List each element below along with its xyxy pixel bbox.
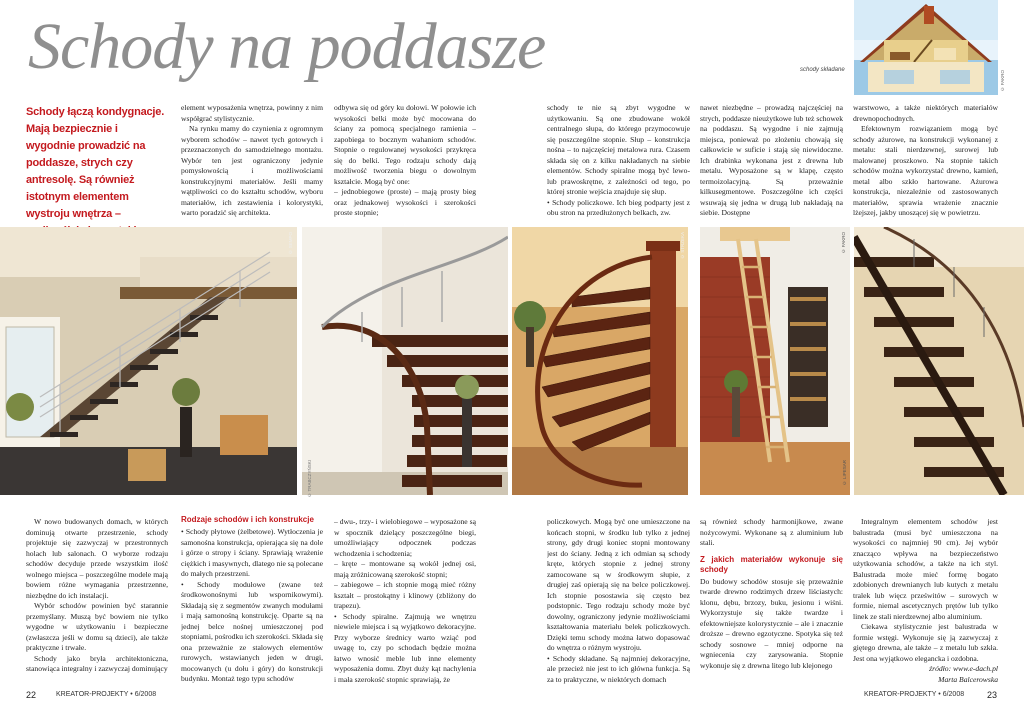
paragraph: element wyposażenia wnętrza, powinny z nim współgrać stylistycznie.	[181, 103, 323, 123]
paragraph: – jednobiegowe (proste) – mają prosty bieg oraz jednakowej wysokości i szerokości proste stopnie;	[334, 187, 476, 217]
paragraph: schody te nie są zbyt wygodne w użytkowaniu. Są one zbudowane wokół centralnego słupa, do którego przymocowuje się poszczególne stopnie. Słup – konstrukcja nośna – to najczęściej metalowa rura. Czasem składa się on z kilku nakładanych na siebie elementów. Schody spiralne mogą być lewo- lub prawoskrętne, z zależności od tego, po której stronie wejścia znajduje się słup.	[547, 103, 690, 196]
footer-publication-left: KREATOR-PROJEKTY • 6/2008	[56, 691, 157, 698]
paragraph: – dwu-, trzy- i wielobiegowe – wyposażone są w spocznik dzielący poszczególne biegi, umożliwiający odpocznek podczas wchodzenia i schodzenia;	[334, 517, 476, 558]
paragraph: nawet niezbędne – prowadzą najczęściej na strych, poddasze nieużytkowe lub też schowek na poddaszu. Są wygodne i nie zajmują miejsca, ponieważ po złożeniu chowają się całkowicie w suficie i stają się niewidoczne. Ich drabinka wykonana jest z drewna lub metalu. Wyposażone są w klapę, często termoizolacyjną. Są przeważnie kilkusegmentowe. Poszczególne ich części wsuwają się jedna w drugą lub nakładają na siebie. Dostępne	[700, 103, 843, 217]
footer-publication-right: KREATOR-PROJEKTY • 6/2008	[864, 691, 965, 698]
paragraph: • Schody modułowe (zwane też środkowonośnymi lub wspornikowymi). Składają się z segmentów zwanych modułami i mają samonośną konstrukcję. Oparte są na jednej belce nośnej umieszczonej pod stopniami, pośrodku ich szerokości. Składa się ona przeważnie ze stalowych elementów rurowych, wstawianych jeden w drugi, mocowanych (u dołu i góry) do konstrukcji budynku. Montaż tego typu schodów	[181, 579, 323, 683]
paragraph: Schody jako bryła architektoniczna, stanowiąca integralny i zazwyczaj dominujący	[26, 653, 168, 673]
bottom-column-4	[547, 517, 690, 687]
photo-staircase-wooden-curved	[302, 227, 508, 495]
bottom-column-3	[334, 517, 476, 687]
bottom-column-6	[853, 517, 998, 689]
paragraph: Efektownym rozwiązaniem mogą być schody ażurowe, na konstrukcji wykonanej z metalu: stali nierdzewnej, surowej lub malowanej proszkowo. Na stopnie takich schodów można wykorzystać drewno, kamień, metal albo szkło hartowane. Ażurowa konstrukcja, niezależnie od zastosowanych materiałów, sprawia wrażenie znacznie lżejszej, jakby unoszącej się w powietrzu.	[853, 124, 998, 217]
lead-paragraph: Schody łączą kondygnacje. Mają bezpiecznie i wygodnie prowadzić na poddasze, strych czy antresolę. Są również istotnym elementem wystroju wnętrza –	[26, 106, 165, 220]
paragraph: • Schody spiralne. Zajmują we wnętrzu niewiele miejsca i są wyjątkowo dekoracyjne. Przy wyborze średnicy warto wziąć pod uwagę to, czy po schodach będzie można łatwo wnosić meble lub inne elementy wyposażenia domu. Zbyt duży kąt nachylenia i mała szerokość stopnic sprawiają, że	[334, 611, 476, 684]
photo-credit: © STRZEKA	[680, 232, 685, 260]
section-heading: Z jakich materiałów wykonuje się schody	[700, 554, 843, 574]
page-number-right: 23	[987, 690, 998, 700]
bottom-column-5	[700, 517, 843, 687]
photo-staircase-dark-stringer	[854, 227, 1024, 495]
paragraph: • Schody płytowe (żelbetowe). Wytłoczenia je samonośna konstrukcja, opierająca się na dole i górze o stropy i ściany. Sprawiają wrażenie ciężkich i masywnych, dlatego nie są polecane do małych przestrzeni.	[181, 527, 323, 578]
bottom-column-2	[181, 515, 323, 687]
photo-credit: © TRABCZYŃSKI	[307, 460, 312, 498]
paragraph: • Schody składane. Są najmniej dekoracyjne, ale przecież nie jest to ich główna funkcja. Są za to praktyczne, w niektórych domach	[547, 653, 690, 684]
paragraph: – kręte – montowane są wokół jednej osi, mają zróżnicowaną szerokość stopni;	[334, 559, 476, 579]
paragraph: W nowo budowanych domach, w których dominują otwarte przestrzenie, schody projektuje się zazwyczaj w przestronnych holach lub salonach. O wyborze rodzaju schodów decyduje przede wszystkim ilość wolnego miejsca – poszczególne modele mają bowiem różne wymagania przestrzenne, niezbędne do ich instalacji.	[26, 517, 168, 600]
photo-credit: © LIPESAR	[842, 460, 847, 486]
top-column-5	[853, 103, 998, 221]
top-column-2	[334, 103, 476, 221]
source-note: źródło: www.e-dach.pl	[929, 664, 998, 673]
author-name: Marta Balcerowska	[938, 674, 998, 684]
paragraph: Ciekawa stylistycznie jest balustrada w formie wstęgi. Wykonuje się ją zazwyczaj z giętego drewna, ale także – z metalu lub szkła. Jest ona wyjątkowo elegancka i ozdobna.	[853, 622, 998, 663]
top-image-caption: schody składane	[800, 67, 845, 73]
paragraph: odbywa się od góry ku dołowi. W połowie ich wysokości belki może być mocowana do ściany za pomocą specjalnego ramienia – zapobiega to bocznym wahaniom schodów. Stopnie o regulowanej wysokości przykręca się do belki. Tego rodzaju schody dają możliwość tworzenia biegu o dowolnym kształcie. Mogą być one:	[334, 103, 476, 186]
article-title: Schody na poddasze	[28, 10, 546, 83]
paragraph: – zabiegowe – ich stopnie mogą mieć różny kształt – prostokątny i klinowy (zbliżony do trapezu).	[334, 580, 476, 610]
photo-attic-ladder	[700, 227, 850, 495]
paragraph: Wybór schodów powinien być starannie przemyślany. Muszą być bowiem nie tylko wygodne w użytkowaniu i bezpieczne (zwłaszcza jeśli w domu są dzieci), ale także praktyczne i trwałe.	[26, 601, 168, 652]
bottom-column-1	[26, 517, 168, 687]
photo-credit: © FAKRO	[841, 232, 846, 254]
paragraph: Do budowy schodów stosuje się przeważnie twarde drewno rodzimych drzew liściastych: klonu, dębu, brzozy, buku, jesionu i wiśni. Wykorzystuje się także twardze i efektowniejsze kolorystycznie – ale i znacznie droższe – drewno egzotyczne. Spotyka się też schody sosnowe – mniej odporne na wgniecenia czy zarysowania. Stopnie wykonuje się z drewna litego lub klejonego	[700, 576, 843, 670]
paragraph: policzkowych. Mogą być one umieszczone na końcach stopni, w środku lub tylko z jednej strony, gdy drugi koniec stopni montowany jest do ściany. Jedną z ich odmian są schody kręte, których stopnie z jednej strony zamocowane są w środkowym słupie, z drugiej zaś opierają się na belce policzkowej. Ich stopnie posostawia się często bez podstopnic. Tego rodzaju schody może być dowolny, ograniczony jedynie możliwościami kształtowania materiału belek policzkowych. Dzięki temu schody można łatwo dopasować do wnętrza o różnym wystroju.	[547, 517, 690, 652]
paragraph: warstwowo, a także niektórych materiałów drewnopochodnych.	[853, 103, 998, 123]
paragraph: Integralnym elementem schodów jest balustrada (musi być umieszczona na wysokości co najmniej 90 cm). Jej wybór znacząco wpływa na bezpieczeństwo użytkowania schodów, a także na ich styl. Balustrada może mieć formę bogato zdobionych drewnianych lub kutych z metalu tralek lub więcz prześwitów – surowych w formie, niemal ascetycznych prętów lub tylko linek ze stali nierdzewnej albo aluminium.	[853, 517, 998, 621]
paragraph: • Schody policzkowe. Ich bieg podparty jest z obu stron na przedłużonych belkach, zw.	[547, 197, 690, 217]
paragraph: Na rynku mamy do czynienia z ogromnym wyborem schodów – nawet tych gotowych i przeznaczonych do samodzielnego montażu. Wybór ten jest ograniczony jedynie pomysłowością i możliwościami konstrukcyjnymi materiałów. Jeśli mamy wątpliwości co do kształtu schodów, wyboru materiałów, ich zestawienia i kolorystyki, warto poradzić się architekta.	[181, 124, 323, 217]
top-image-credit: © FAKRO	[1000, 70, 1005, 92]
top-column-1	[181, 103, 323, 221]
top-column-4	[700, 103, 843, 221]
section-heading: Rodzaje schodów i ich konstrukcje	[181, 515, 314, 524]
paragraph: są również schody harmonijkowe, zwane nożycowymi. Wykonane są z aluminium lub stali.	[700, 517, 843, 547]
photo-staircase-living-room	[0, 227, 297, 495]
photo-staircase-spiral	[512, 227, 688, 495]
attic-illustration	[854, 0, 998, 95]
photo-credit: © SEMPO	[288, 232, 293, 255]
page-number-left: 22	[26, 690, 37, 700]
top-column-3	[547, 103, 690, 221]
